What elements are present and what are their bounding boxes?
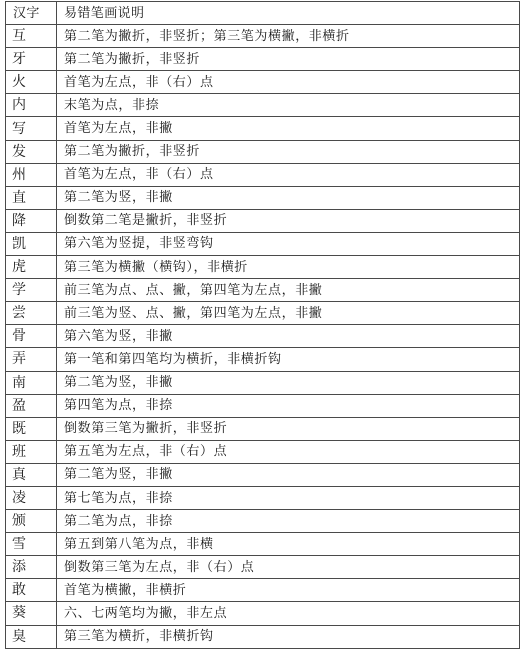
char-cell: 州	[6, 163, 57, 186]
note-cell: 第二笔为竖，非撇	[57, 371, 520, 394]
header-char: 汉字	[6, 2, 57, 25]
table-row	[6, 256, 520, 279]
note-cell: 第二笔为撇折，非竖折	[57, 140, 520, 163]
note-cell: 前三笔为竖、点、撇，第四笔为左点，非撇	[57, 302, 520, 325]
table-row	[6, 117, 520, 140]
table-row	[6, 394, 520, 417]
char-cell: 凌	[6, 486, 57, 509]
header-row	[6, 2, 520, 25]
note-cell: 首笔为横撇，非横折	[57, 579, 520, 602]
char-cell: 臭	[6, 625, 57, 648]
table-row	[6, 209, 520, 232]
table-row	[6, 510, 520, 533]
char-cell: 弄	[6, 348, 57, 371]
table-row	[6, 140, 520, 163]
note-cell: 第二笔为竖，非撇	[57, 463, 520, 486]
table-row	[6, 625, 520, 648]
table-row	[6, 325, 520, 348]
table-row	[6, 186, 520, 209]
note-cell: 首笔为左点，非撇	[57, 117, 520, 140]
note-cell: 首笔为左点，非（右）点	[57, 71, 520, 94]
char-cell: 既	[6, 417, 57, 440]
table-row	[6, 556, 520, 579]
char-cell: 发	[6, 140, 57, 163]
char-cell: 降	[6, 209, 57, 232]
table-row	[6, 533, 520, 556]
note-cell: 倒数第二笔是撇折，非竖折	[57, 209, 520, 232]
stroke-errors-sheet	[5, 1, 519, 649]
note-cell: 首笔为左点，非（右）点	[57, 163, 520, 186]
note-cell: 第三笔为横折，非横折钩	[57, 625, 520, 648]
note-cell: 第四笔为点，非捺	[57, 394, 520, 417]
table-row	[6, 463, 520, 486]
char-cell: 真	[6, 463, 57, 486]
char-cell: 葵	[6, 602, 57, 625]
note-cell: 末笔为点，非捺	[57, 94, 520, 117]
char-cell: 添	[6, 556, 57, 579]
table-row	[6, 232, 520, 255]
note-cell: 倒数第三笔为左点，非（右）点	[57, 556, 520, 579]
note-cell: 第二笔为竖，非撇	[57, 186, 520, 209]
table-row	[6, 25, 520, 48]
table-row	[6, 602, 520, 625]
note-cell: 第二笔为撇折，非竖折	[57, 48, 520, 71]
char-cell: 火	[6, 71, 57, 94]
note-cell: 第五笔为左点，非（右）点	[57, 440, 520, 463]
header-note: 易错笔画说明	[57, 2, 520, 25]
char-cell: 学	[6, 279, 57, 302]
note-cell: 第五到第八笔为点，非横	[57, 533, 520, 556]
table-row	[6, 71, 520, 94]
note-cell: 六、七两笔均为撇，非左点	[57, 602, 520, 625]
table-row	[6, 348, 520, 371]
table-row	[6, 486, 520, 509]
table-row	[6, 279, 520, 302]
table-row	[6, 163, 520, 186]
char-cell: 南	[6, 371, 57, 394]
char-cell: 互	[6, 25, 57, 48]
note-cell: 第一笔和第四笔均为横折，非横折钩	[57, 348, 520, 371]
note-cell: 倒数第三笔为撇折，非竖折	[57, 417, 520, 440]
note-cell: 第七笔为点，非捺	[57, 486, 520, 509]
char-cell: 牙	[6, 48, 57, 71]
char-cell: 骨	[6, 325, 57, 348]
char-cell: 敢	[6, 579, 57, 602]
table-body	[6, 25, 520, 649]
char-cell: 凯	[6, 232, 57, 255]
stroke-errors-table	[5, 1, 520, 649]
char-cell: 直	[6, 186, 57, 209]
char-cell: 写	[6, 117, 57, 140]
note-cell: 第二笔为撇折，非竖折；第三笔为横撇，非横折	[57, 25, 520, 48]
note-cell: 前三笔为点、点、撇，第四笔为左点，非撇	[57, 279, 520, 302]
table-row	[6, 94, 520, 117]
table-row	[6, 579, 520, 602]
char-cell: 雪	[6, 533, 57, 556]
table-row	[6, 417, 520, 440]
char-cell: 颁	[6, 510, 57, 533]
note-cell: 第三笔为横撇（横钩），非横折	[57, 256, 520, 279]
note-cell: 第六笔为竖，非撇	[57, 325, 520, 348]
table-row	[6, 302, 520, 325]
table-row	[6, 440, 520, 463]
char-cell: 尝	[6, 302, 57, 325]
char-cell: 盈	[6, 394, 57, 417]
note-cell: 第六笔为竖提，非竖弯钩	[57, 232, 520, 255]
char-cell: 虎	[6, 256, 57, 279]
note-cell: 第二笔为点，非捺	[57, 510, 520, 533]
char-cell: 班	[6, 440, 57, 463]
table-row	[6, 371, 520, 394]
table-row	[6, 48, 520, 71]
char-cell: 内	[6, 94, 57, 117]
